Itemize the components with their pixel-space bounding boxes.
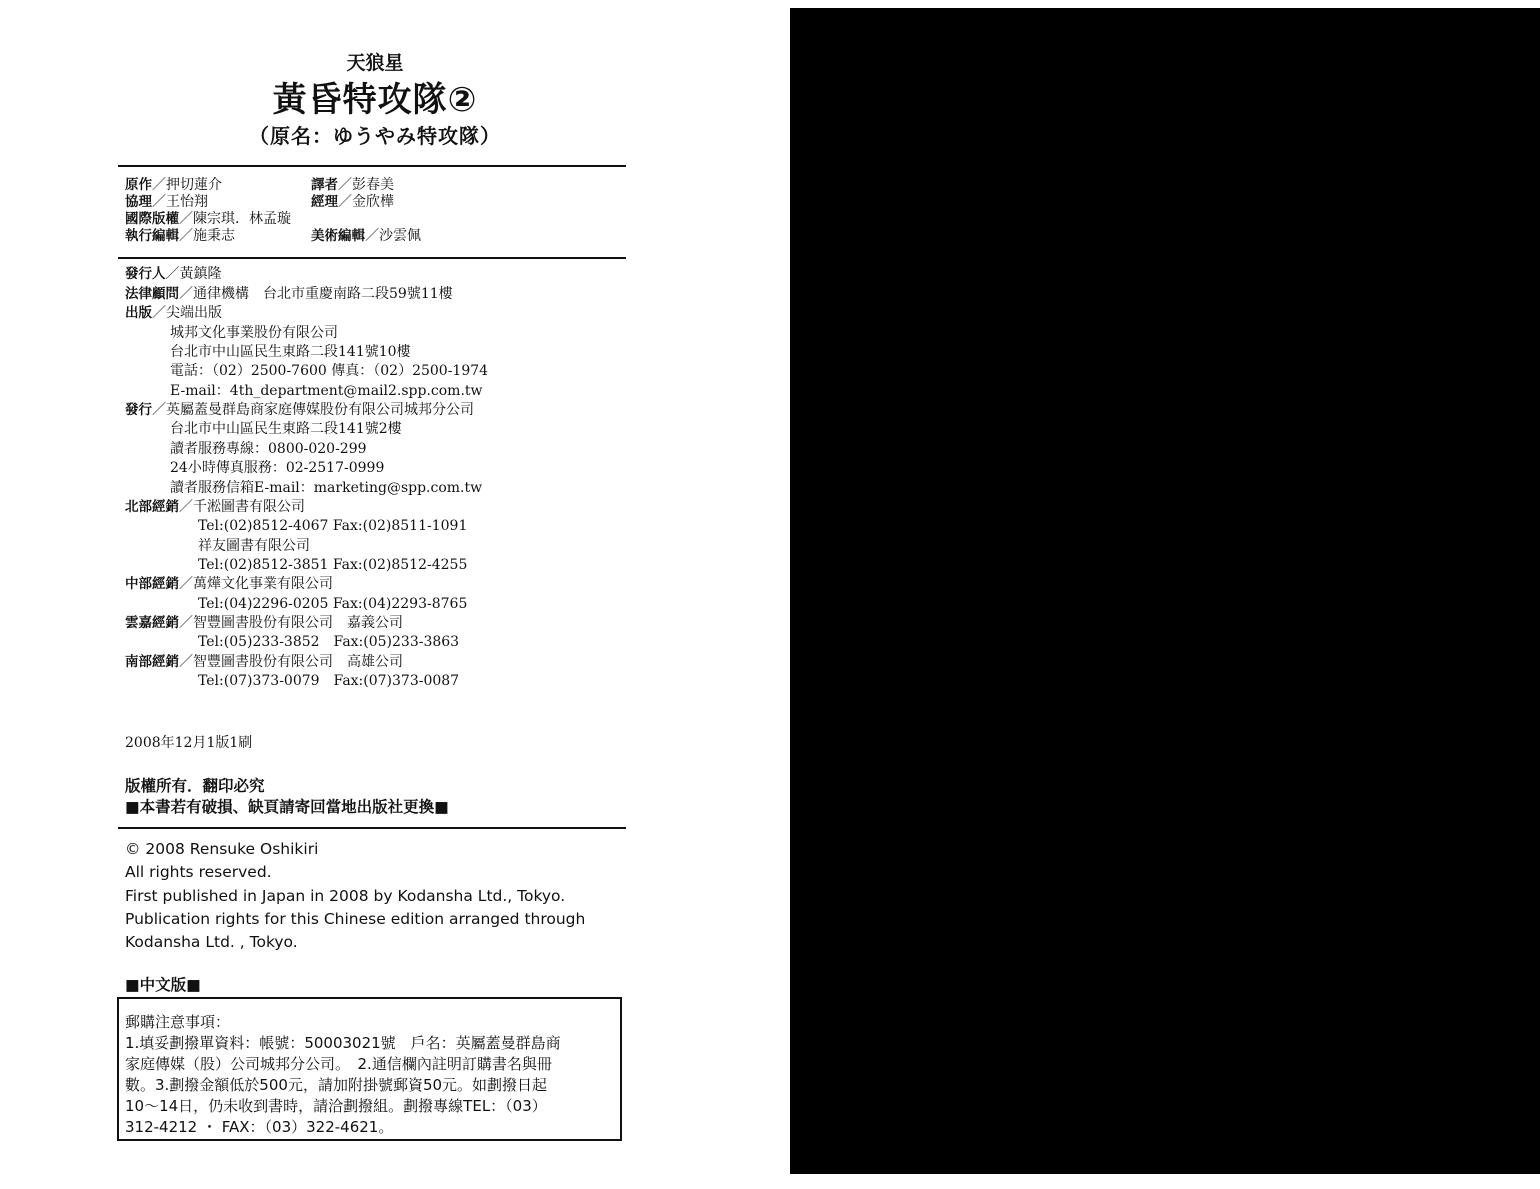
distribute-detail-line: 24小時傳真服務：02-2517-0999 <box>170 460 385 476</box>
copyright-line: Kodansha Ltd. , Tokyo. <box>125 933 298 951</box>
publish-detail-line: 台北市中山區民生東路二段141號10樓 <box>170 344 411 360</box>
mail-order-line: 家庭傳媒（股）公司城邦分公司。 2.通信欄內註明訂購書名與冊 <box>125 1055 552 1073</box>
credit-manager: 經理／金欣樺 <box>311 194 394 210</box>
rights-notice: 版權所有．翻印必究 <box>125 777 265 795</box>
copyright-line: First published in Japan in 2008 by Kodansha Ltd., Tokyo. <box>125 887 566 905</box>
yunjia-distributor-line: 雲嘉經銷／智豐圖書股份有限公司 嘉義公司 <box>125 615 403 631</box>
black-page <box>790 8 1540 1174</box>
issuer-line: 發行人／黃鎮隆 <box>125 266 222 282</box>
credit-associate-manager: 協理／王怡翔 <box>125 194 208 210</box>
divider <box>118 165 626 167</box>
central-distributor-line: 中部經銷／萬燁文化事業有限公司 <box>125 576 333 592</box>
copyright-line: All rights reserved. <box>125 863 272 881</box>
distribute-line: 發行／英屬蓋曼群島商家庭傳媒股份有限公司城邦分公司 <box>125 402 474 418</box>
south-distributor-line: 南部經銷／智豐圖書股份有限公司 高雄公司 <box>125 654 403 670</box>
publish-email-line: E-mail：4th_department@mail2.spp.com.tw <box>170 383 483 399</box>
mail-order-line: 1.填妥劃撥單資料：帳號：50003021號 戶名：英屬蓋曼群島商 <box>125 1034 561 1052</box>
yunjia-detail-line: Tel:(05)233-3852 Fax:(05)233-3863 <box>198 634 460 650</box>
divider <box>118 827 626 829</box>
copyright-line: © 2008 Rensuke Oshikiri <box>125 840 319 858</box>
divider <box>118 257 626 259</box>
north-detail-line: Tel:(02)8512-3851 Fax:(02)8512-4255 <box>198 557 468 573</box>
distribute-email-line: 讀者服務信箱E-mail：marketing@spp.com.tw <box>170 480 483 496</box>
original-title: （原名：ゆうやみ特攻隊） <box>249 124 501 148</box>
chinese-edition-label: ■中文版■ <box>125 976 201 994</box>
north-distributor-line: 北部經銷／千淞圖書有限公司 <box>125 499 305 515</box>
publish-line: 出版／尖端出版 <box>125 305 222 321</box>
mail-order-heading: 郵購注意事項： <box>125 1013 231 1031</box>
distribute-detail-line: 台北市中山區民生東路二段141號2樓 <box>170 421 402 437</box>
mail-order-line: 10～14日，仍未收到書時，請洽劃撥組。劃撥專線TEL：（03） <box>125 1097 547 1115</box>
credit-art-editor: 美術編輯／沙雲佩 <box>311 228 421 244</box>
mail-order-line: 312-4212 ・ FAX：（03）322-4621。 <box>125 1118 394 1136</box>
mail-order-line: 數。3.劃撥金額低於500元，請加附掛號郵資50元。如劃撥日起 <box>125 1076 548 1094</box>
book-title: 黃昏特攻隊② <box>272 80 478 120</box>
credit-exec-editor: 執行編輯／施秉志 <box>125 228 235 244</box>
mail-order-notice <box>117 997 622 1141</box>
legal-line: 法律顧問／通律機構 台北市重慶南路二段59號11樓 <box>125 286 453 302</box>
north-detail-line: Tel:(02)8512-4067 Fax:(02)8511-1091 <box>198 518 468 534</box>
defect-notice: ■本書若有破損、缺頁請寄回當地出版社更換■ <box>125 798 449 816</box>
credit-intl-rights: 國際版權／陳宗琪．林孟璇 <box>125 211 291 227</box>
copyright-line: Publication rights for this Chinese edition arranged through <box>125 910 586 928</box>
publish-detail-line: 城邦文化事業股份有限公司 <box>170 325 338 341</box>
south-detail-line: Tel:(07)373-0079 Fax:(07)373-0087 <box>198 673 460 689</box>
publisher-name: 天狼星 <box>346 52 404 74</box>
north-detail-line: 祥友圖書有限公司 <box>198 538 310 554</box>
publish-detail-line: 電話：（02）2500-7600 傳真：（02）2500-1974 <box>170 363 489 379</box>
distribute-detail-line: 讀者服務專線：0800-020-299 <box>170 441 367 457</box>
credit-author: 原作／押切蓮介 <box>125 177 222 193</box>
central-detail-line: Tel:(04)2296-0205 Fax:(04)2293-8765 <box>198 596 468 612</box>
credit-translator: 譯者／彭春美 <box>311 177 394 193</box>
edition-line: 2008年12月1版1刷 <box>125 735 253 751</box>
